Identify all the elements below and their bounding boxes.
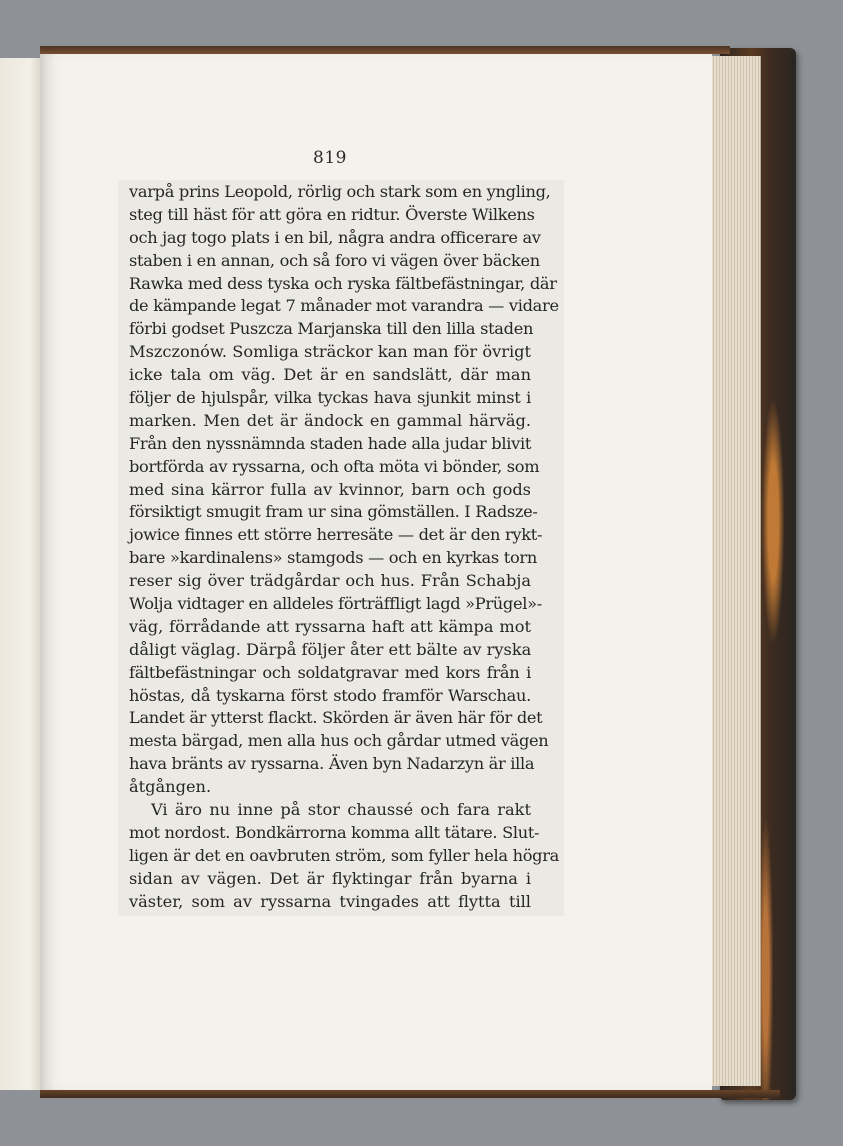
body-text	[129, 181, 560, 914]
text-line: marken. Men det är ändock en gammal härväg.	[129, 410, 531, 430]
text-line: Vi äro nu inne på stor chaussé och fara rakt	[151, 800, 531, 820]
text-line: varpå prins Leopold, rörlig och stark som en yngling,	[129, 182, 551, 201]
text-line: bare »kardinalens» stamgods — och en kyrkas torn	[129, 548, 537, 568]
left-page	[0, 58, 42, 1090]
text-line: försiktigt smugit fram ur sina gömställen. I Radsze-	[129, 502, 538, 522]
text-line: de kämpande legat 7 månader mot varandra — vidare	[129, 296, 559, 316]
text-line: steg till häst för att göra en ridtur. Överste Wilkens	[129, 204, 535, 224]
text-line: Från den nyssnämnda staden hade alla judar blivit	[129, 433, 532, 453]
text-line: åtgången.	[129, 777, 212, 797]
text-line: väg, förrådande att ryssarna haft att kämpa mot	[129, 616, 531, 636]
text-line: väster, som av ryssarna tvingades att flytta till	[129, 891, 531, 911]
text-line: staben i en annan, och så foro vi vägen över bäcken	[129, 250, 540, 270]
cover-bottom-edge	[40, 1090, 780, 1098]
text-line: mesta bärgad, men alla hus och gårdar utmed vägen	[129, 731, 549, 751]
text-line: Mszczonów. Somliga sträckor kan man för övrigt	[129, 342, 531, 362]
text-line: fältbefästningar och soldatgravar med kors från i	[129, 662, 531, 682]
text-line: följer de hjulspår, vilka tyckas hava sjunkit minst i	[129, 388, 531, 408]
text-line: jowice finnes ett större herresäte — det är den rykt-	[129, 525, 543, 545]
text-line: icke tala om väg. Det är en sandslätt, där man	[129, 365, 531, 385]
text-line: med sina kärror fulla av kvinnor, barn och gods	[129, 479, 531, 499]
text-line: dåligt väglag. Därpå följer åter ett bälte av ryska	[129, 639, 532, 659]
text-line: reser sig över trädgårdar och hus. Från Schabja	[129, 571, 531, 591]
text-line: förbi godset Puszcza Marjanska till den lilla staden	[129, 319, 534, 339]
page-block-edge	[708, 56, 761, 1086]
page-number: 819	[313, 148, 347, 168]
text-line: Landet är ytterst flackt. Skörden är även här för det	[129, 708, 543, 728]
text-line: höstas, då tyskarna först stodo framför Warschau.	[129, 685, 531, 705]
text-line: Wolja vidtager en alldeles förträffligt lagd »Prügel»-	[129, 594, 542, 614]
text-line: Rawka med dess tyska och ryska fältbefästningar, där	[129, 273, 557, 293]
text-line: och jag togo plats i en bil, några andra officerare av	[129, 227, 541, 247]
text-line: sidan av vägen. Det är flyktingar från byarna i	[129, 868, 531, 888]
text-line: hava bränts av ryssarna. Även byn Nadarzyn är illa	[129, 754, 535, 774]
text-line: mot nordost. Bondkärrorna komma allt tätare. Slut-	[129, 822, 540, 842]
text-line: bortförda av ryssarna, och ofta möta vi bönder, som	[129, 456, 540, 476]
text-line: ligen är det en oavbruten ström, som fyller hela högra	[129, 845, 560, 865]
cover-top-edge	[40, 46, 730, 54]
